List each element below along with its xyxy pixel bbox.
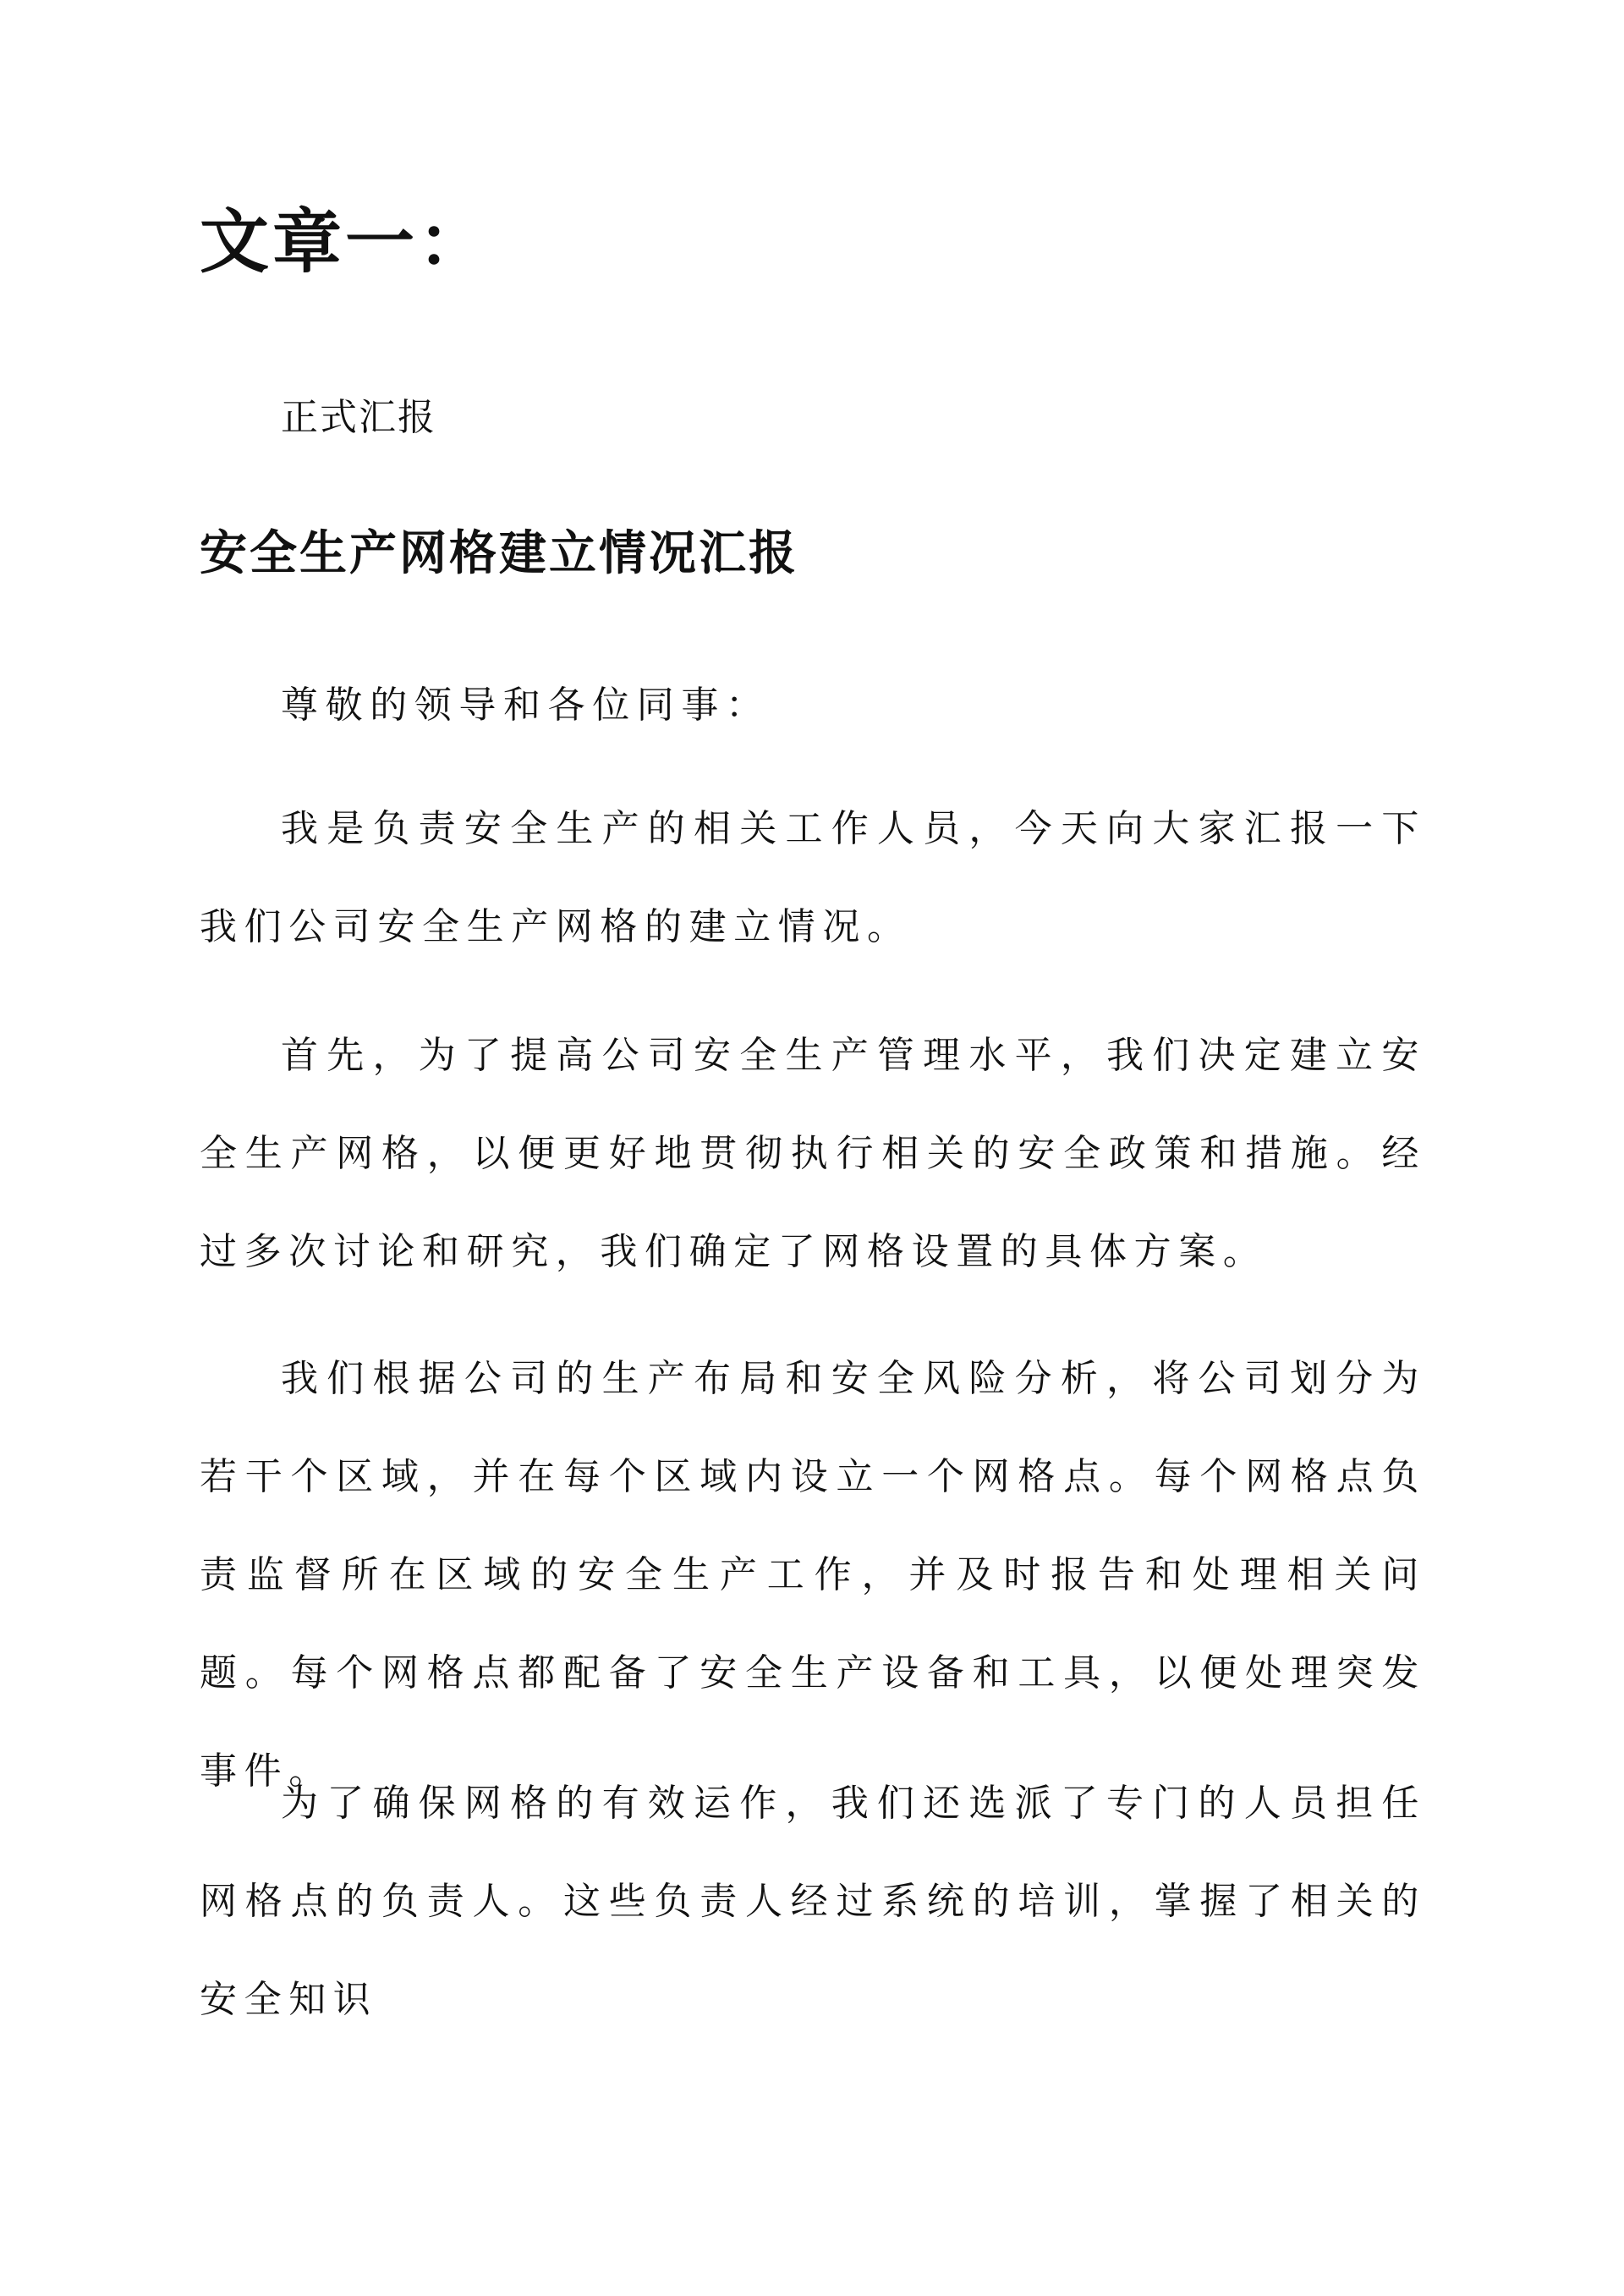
report-type-label: 正式汇报 xyxy=(281,396,436,439)
paragraph: 为了确保网格的有效运作，我们还选派了专门的人员担任网格点的负责人。这些负责人经过系统的培训，掌握了相关的安全知识 xyxy=(200,1782,1426,2021)
paragraph: 我们根据公司的生产布局和安全风险分析，将公司划分为若干个区域，并在每个区域内设立一个网格点。每个网格点负责监督所在区域的安全生产工作，并及时报告和处理相关问题。每个网格点都配备了安全生产设备和工具，以便处理突发事件。 xyxy=(200,1357,1426,1793)
paragraph: 我是负责安全生产的相关工作人员，今天向大家汇报一下我们公司安全生产网格的建立情况。 xyxy=(200,807,1426,948)
chapter-title: 文章一： xyxy=(200,201,491,283)
greeting: 尊敬的领导和各位同事： xyxy=(281,684,771,727)
paragraph: 首先，为了提高公司安全生产管理水平，我们决定建立安全生产网格，以便更好地贯彻执行相关的安全政策和措施。经过多次讨论和研究，我们确定了网格设置的具体方案。 xyxy=(200,1034,1426,1273)
report-title: 安全生产网格建立情况汇报 xyxy=(200,525,798,581)
